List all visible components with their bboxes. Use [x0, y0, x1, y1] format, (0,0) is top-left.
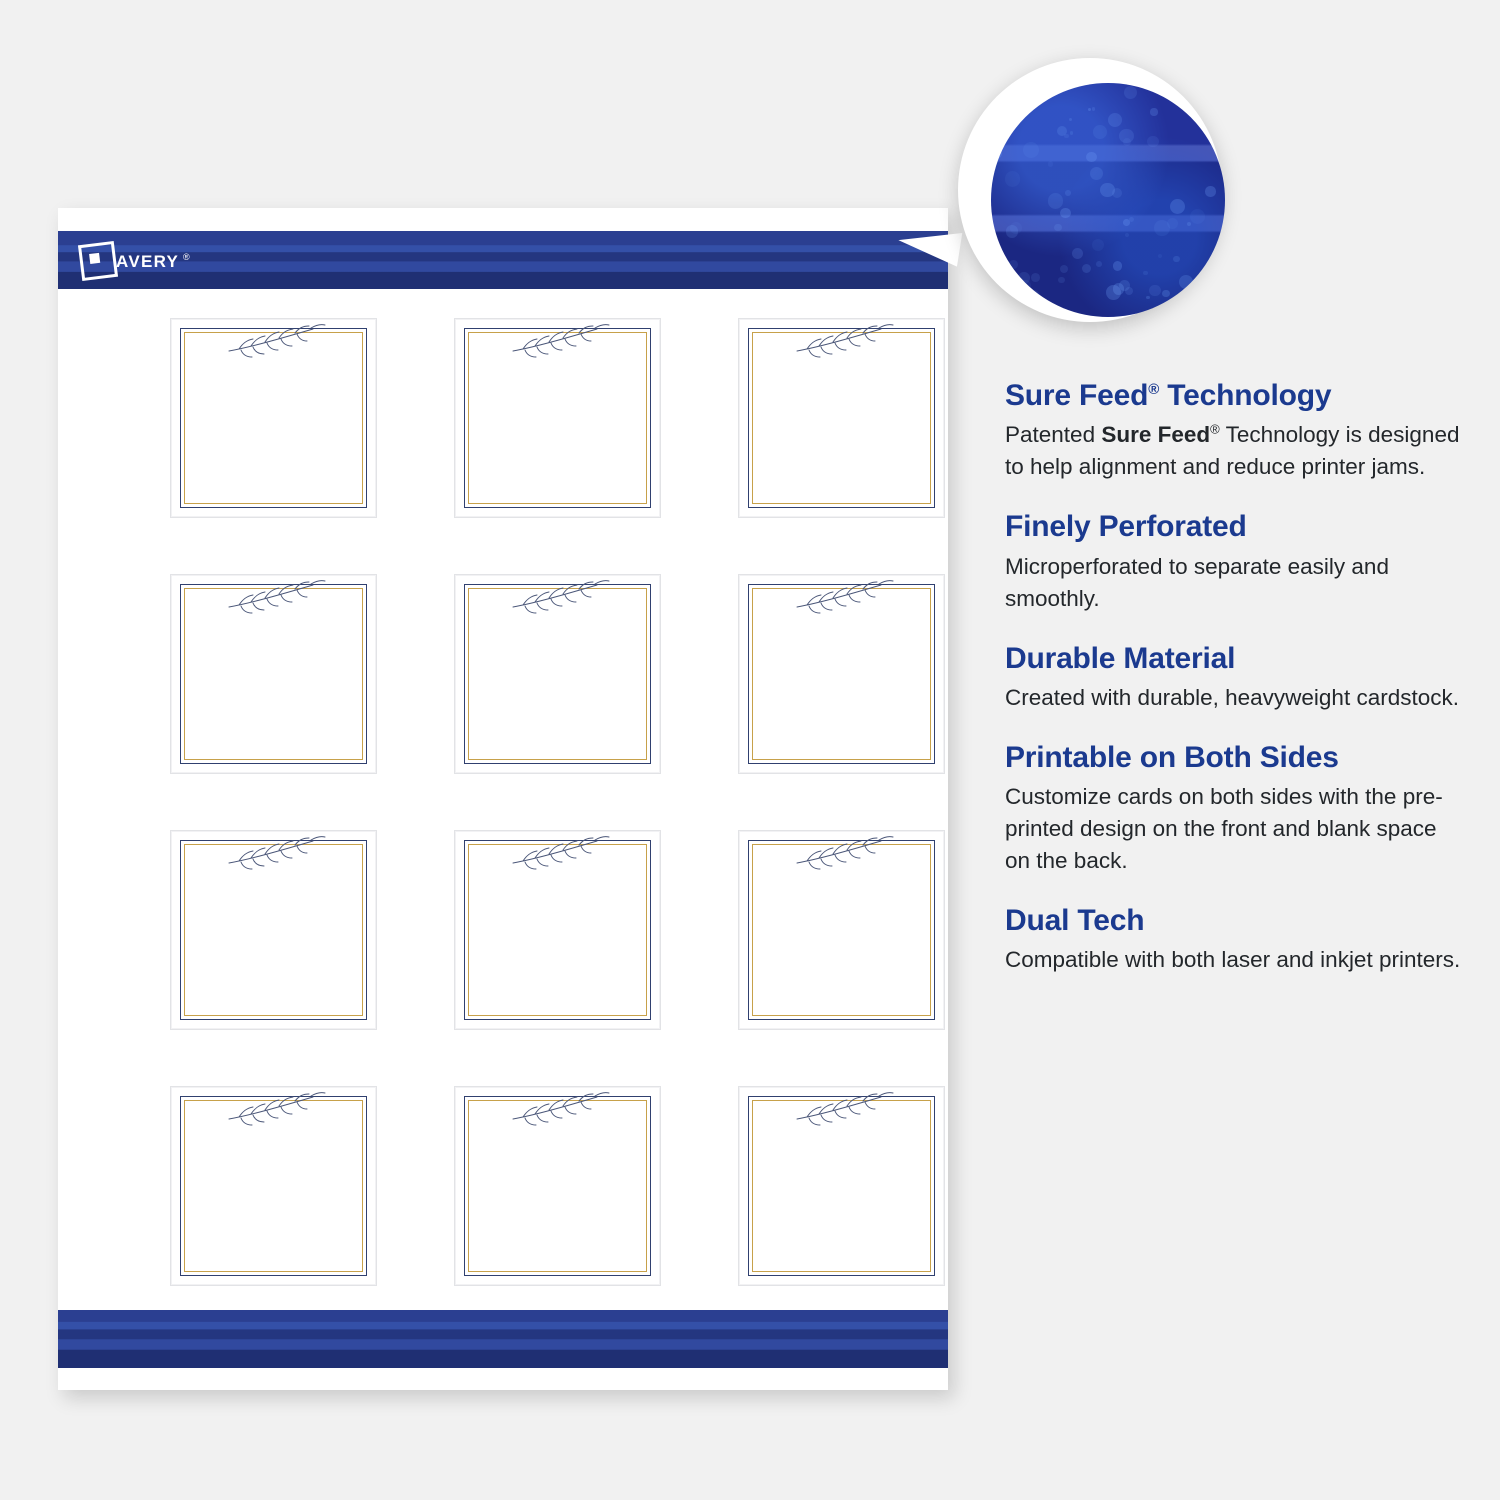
feature-body: Microperforated to separate easily and smoothly. — [1005, 553, 1389, 611]
feature-finely-perforated — [1005, 509, 1465, 614]
leaf-sprig-icon — [789, 833, 899, 875]
card-label — [738, 318, 945, 518]
card-label — [170, 318, 377, 518]
leaf-sprig-icon — [505, 321, 615, 363]
feature-body — [1005, 419, 1465, 483]
leaf-sprig-icon — [221, 321, 331, 363]
leaf-sprig-icon — [789, 321, 899, 363]
feature-body-post: Technology is designed to help alignment and reduce printer jams. — [1005, 422, 1460, 480]
sheet-top-band — [58, 231, 948, 289]
feature-title: Durable Material — [1005, 641, 1236, 675]
card-grid — [170, 318, 952, 1284]
feature-body-bold: Sure Feed — [1101, 422, 1211, 448]
magnifier-bubble — [958, 58, 1222, 322]
card-label — [738, 1086, 945, 1286]
product-sheet — [58, 208, 948, 1390]
leaf-sprig-icon — [789, 577, 899, 619]
registered-mark: ® — [1210, 421, 1220, 437]
feature-title — [1005, 378, 1465, 413]
feature-list — [1005, 378, 1465, 1002]
card-label — [454, 830, 661, 1030]
avery-logo-registered: ® — [183, 252, 190, 262]
feature-title-main: Sure Feed — [1005, 379, 1149, 412]
magnifier-lens — [991, 83, 1225, 317]
registered-mark: ® — [1148, 381, 1160, 398]
feature-title: Printable on Both Sides — [1005, 740, 1339, 774]
feature-title: Finely Perforated — [1005, 510, 1247, 544]
feature-body: Compatible with both laser and inkjet printers. — [1005, 947, 1461, 973]
feature-body: Customize cards on both sides with the pre-printed design on the front and blank space on the back. — [1005, 784, 1443, 874]
feature-dual-tech — [1005, 903, 1465, 976]
card-label — [170, 830, 377, 1030]
feature-title-rest: Technology — [1159, 379, 1332, 412]
feature-body: Created with durable, heavyweight cardstock. — [1005, 684, 1459, 710]
card-label — [170, 1086, 377, 1286]
avery-logo-text: AVERY — [116, 252, 180, 271]
feature-durable-material — [1005, 641, 1465, 714]
feature-body-pre: Patented — [1005, 422, 1102, 448]
leaf-sprig-icon — [221, 1089, 331, 1131]
leaf-sprig-icon — [505, 1089, 615, 1131]
feature-sure-feed — [1005, 378, 1465, 483]
avery-logo-icon — [78, 241, 118, 281]
card-label — [738, 574, 945, 774]
card-label — [738, 830, 945, 1030]
card-label — [454, 1086, 661, 1286]
sheet-bottom-band — [58, 1310, 948, 1368]
card-label — [454, 318, 661, 518]
feature-title: Dual Tech — [1005, 904, 1145, 938]
leaf-sprig-icon — [221, 833, 331, 875]
leaf-sprig-icon — [221, 577, 331, 619]
feature-printable-both-sides — [1005, 740, 1465, 877]
leaf-sprig-icon — [505, 833, 615, 875]
magnifier-callout — [940, 48, 1240, 348]
leaf-sprig-icon — [789, 1089, 899, 1131]
card-label — [454, 574, 661, 774]
avery-logo — [80, 240, 188, 280]
card-label — [170, 574, 377, 774]
leaf-sprig-icon — [505, 577, 615, 619]
